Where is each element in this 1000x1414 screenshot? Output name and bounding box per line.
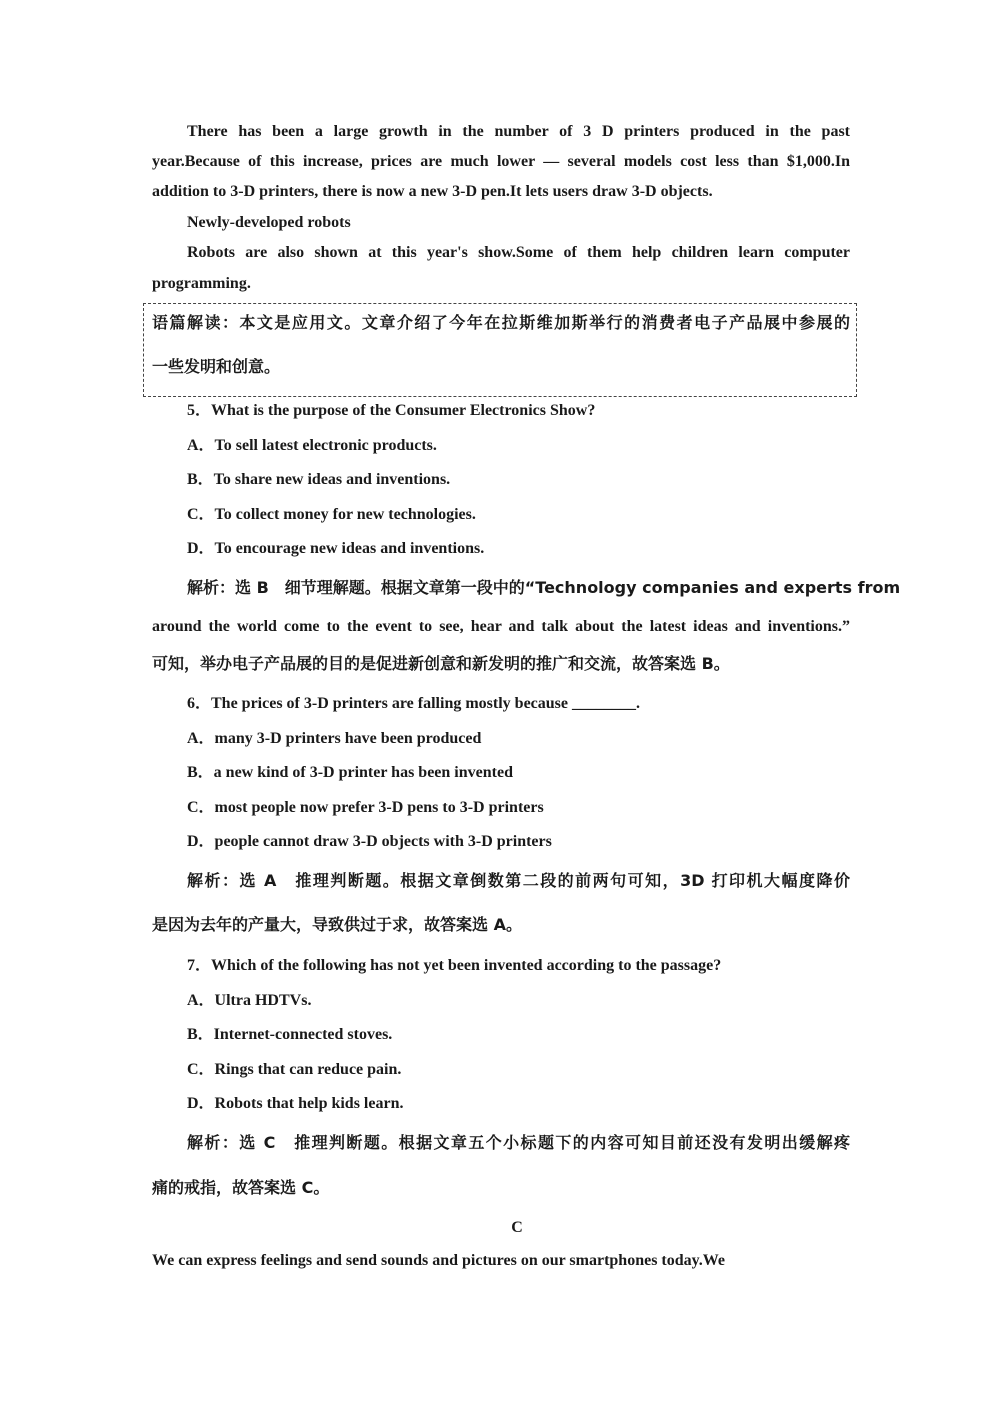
answer-analysis: 解析：选 B 细节理解题。根据文章第一段中的“Technology companies and experts from: [187, 578, 901, 597]
question-option: A．To sell latest electronic products.: [187, 437, 437, 454]
question-stem: 5．What is the purpose of the Consumer Electronics Show?: [187, 402, 596, 419]
answer-analysis: 解析：选 A 推理判断题。根据文章倒数第二段的前两句可知，3D 打印机大幅度降价: [187, 871, 850, 890]
question-option: D．people cannot draw 3-D objects with 3-D printers: [187, 833, 552, 850]
summary-line: 语篇解读：本文是应用文。文章介绍了今年在拉斯维加斯举行的消费者电子产品展中参展的: [152, 313, 850, 332]
answer-analysis: around the world come to the event to see, hear and talk about the latest ideas and inventions.”: [152, 618, 850, 635]
question-option: A．Ultra HDTVs.: [187, 992, 312, 1009]
answer-analysis: 解析：选 C 推理判断题。根据文章五个小标题下的内容可知目前还没有发明出缓解疼: [187, 1133, 850, 1152]
section-label: C: [511, 1219, 523, 1236]
question-option: C．Rings that can reduce pain.: [187, 1061, 402, 1078]
question-stem: 6．The prices of 3-D printers are falling mostly because ________.: [187, 695, 640, 712]
question-option: D．Robots that help kids learn.: [187, 1095, 404, 1112]
question-option: D．To encourage new ideas and inventions.: [187, 540, 485, 557]
question-option: B．To share new ideas and inventions.: [187, 471, 451, 488]
passage-line: programming.: [152, 275, 251, 292]
passage-line: year.Because of this increase, prices are much lower — several models cost less than $1,000.In: [152, 153, 850, 170]
passage-line: addition to 3-D printers, there is now a new 3-D pen.It lets users draw 3-D objects.: [152, 183, 713, 200]
question-option: C．most people now prefer 3-D pens to 3-D printers: [187, 799, 544, 816]
answer-analysis: 痛的戒指，故答案选 C。: [152, 1178, 330, 1197]
question-stem: 7．Which of the following has not yet been invented according to the passage?: [187, 957, 722, 974]
question-option: C．To collect money for new technologies.: [187, 506, 476, 523]
question-option: A．many 3-D printers have been produced: [187, 730, 482, 747]
question-option: B．a new kind of 3-D printer has been invented: [187, 764, 513, 781]
question-option: B．Internet-connected stoves.: [187, 1026, 393, 1043]
answer-analysis: 是因为去年的产量大，导致供过于求，故答案选 A。: [152, 915, 522, 934]
passage-subheading: Newly-developed robots: [187, 214, 351, 231]
passage-line: Robots are also shown at this year's show.Some of them help children learn computer: [187, 244, 850, 261]
answer-analysis: 可知，举办电子产品展的目的是促进新创意和新发明的推广和交流，故答案选 B。: [152, 654, 730, 673]
summary-line: 一些发明和创意。: [152, 357, 281, 376]
passage-line: There has been a large growth in the number of 3 D printers produced in the past: [187, 123, 850, 140]
passage-line: We can express feelings and send sounds and pictures on our smartphones today.We: [152, 1252, 725, 1269]
